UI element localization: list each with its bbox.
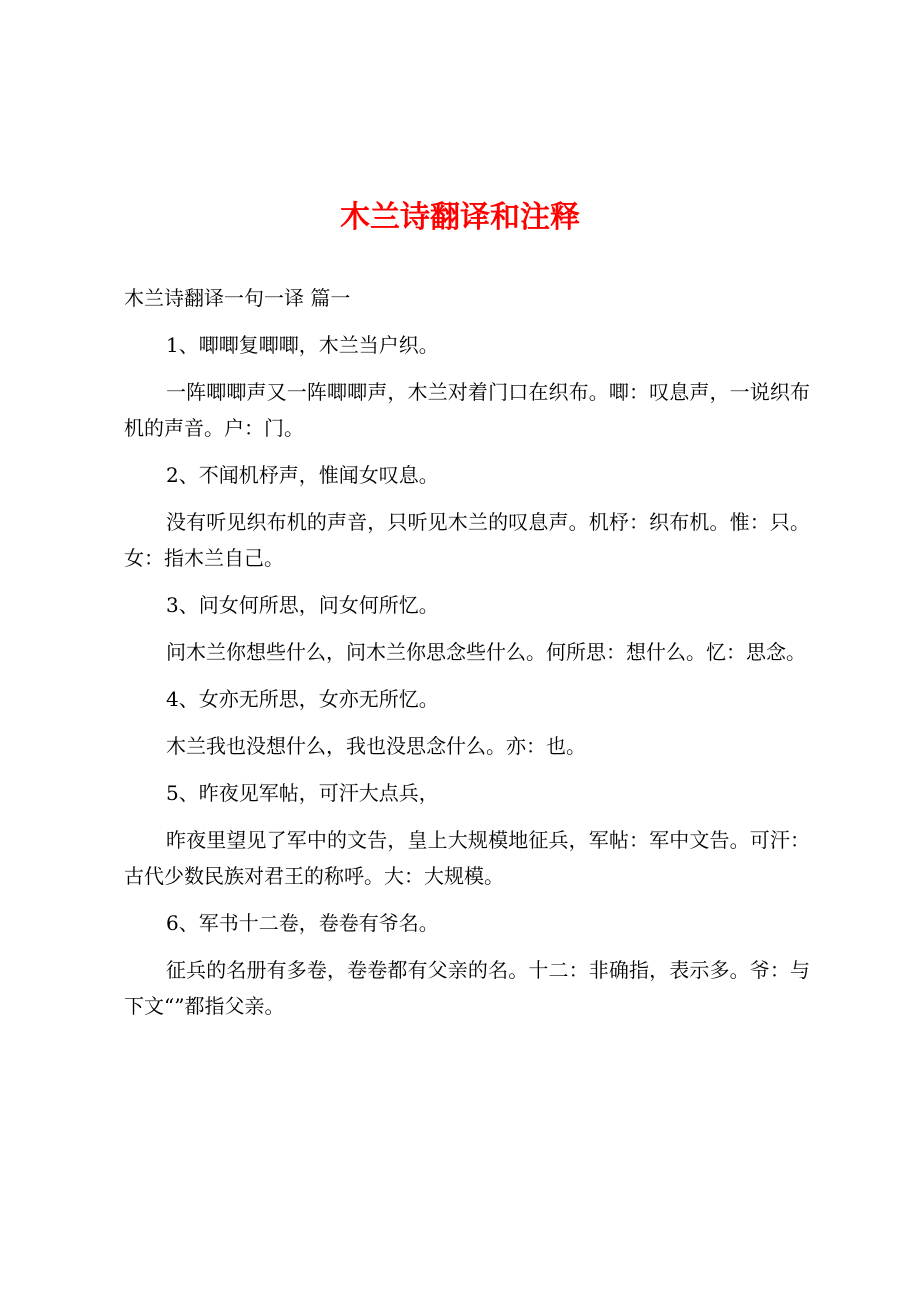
verse-line: 3、问女何所思，问女何所忆。	[166, 593, 439, 617]
translation-paragraph: 没有听见织布机的声音，只听见木兰的叹息声。机杼：织布机。惟：只。女：指木兰自己。	[124, 510, 810, 570]
translation-paragraph: 木兰我也没想什么，我也没思念什么。亦：也。	[166, 734, 586, 758]
translation-paragraph: 问木兰你想些什么，问木兰你思念些什么。何所思：想什么。忆：思念。	[166, 640, 806, 664]
verse-line: 1、唧唧复唧唧，木兰当户织。	[166, 333, 439, 357]
verse-line: 6、军书十二卷，卷卷有爷名。	[166, 911, 439, 935]
section-subtitle: 木兰诗翻译一句一译 篇一	[124, 286, 351, 310]
translation-paragraph: 一阵唧唧声又一阵唧唧声，木兰对着门口在织布。唧：叹息声，一说织布机的声音。户：门。	[124, 380, 810, 440]
verse-line: 4、女亦无所思，女亦无所忆。	[166, 687, 439, 711]
page-title: 木兰诗翻译和注释	[340, 200, 580, 235]
document-body	[124, 280, 810, 1024]
verse-line: 5、昨夜见军帖，可汗大点兵，	[166, 781, 439, 805]
translation-paragraph: 昨夜里望见了军中的文告，皇上大规模地征兵，军帖：军中文告。可汗：古代少数民族对君王的称呼。大：大规模。	[124, 828, 810, 888]
verse-line: 2、不闻机杼声，惟闻女叹息。	[166, 463, 439, 487]
translation-paragraph: 征兵的名册有多卷，卷卷都有父亲的名。十二：非确指，表示多。爷：与下文“”都指父亲。	[124, 958, 810, 1018]
